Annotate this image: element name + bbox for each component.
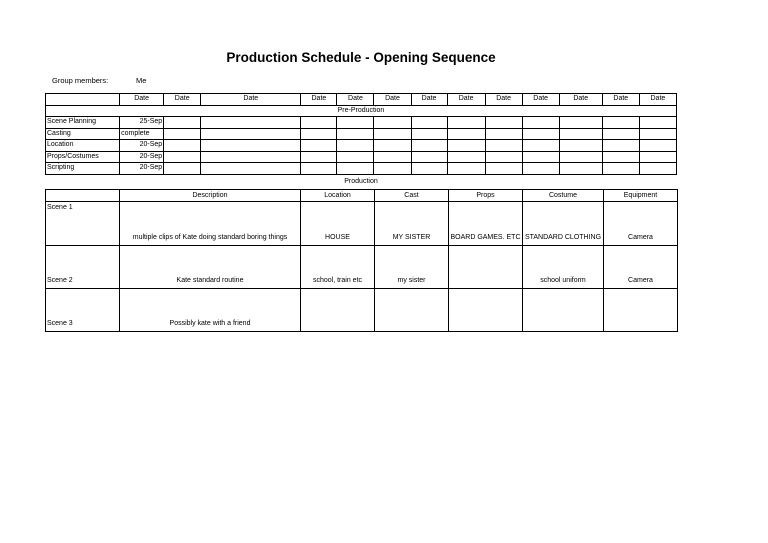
task-cell[interactable]: Scene Planning	[46, 117, 120, 129]
date-cell[interactable]	[639, 128, 676, 140]
date-cell[interactable]	[522, 128, 559, 140]
date-cell[interactable]	[374, 117, 411, 129]
date-cell[interactable]: 20-Sep	[120, 151, 164, 163]
date-cell[interactable]	[559, 151, 602, 163]
cast-cell[interactable]: MY SISTER	[375, 202, 449, 246]
props-cell[interactable]: BOARD GAMES. ETC	[449, 202, 523, 246]
description-cell[interactable]: Kate standard routine	[120, 246, 301, 289]
group-members-label: Group members:	[52, 76, 109, 85]
date-cell[interactable]	[447, 117, 485, 129]
date-cell[interactable]: 20-Sep	[120, 140, 164, 152]
date-cell[interactable]	[301, 151, 337, 163]
date-cell[interactable]	[447, 163, 485, 175]
pre-production-row	[46, 128, 677, 140]
date-cell[interactable]	[602, 151, 639, 163]
task-cell[interactable]: Scripting	[46, 163, 120, 175]
pre-production-table	[45, 93, 677, 175]
description-header[interactable]: Description	[120, 190, 301, 202]
date-header-cell[interactable]: Date	[559, 94, 602, 106]
date-cell[interactable]	[639, 140, 676, 152]
date-cell[interactable]	[602, 140, 639, 152]
date-cell[interactable]: 20-Sep	[120, 163, 164, 175]
scene-row	[46, 202, 678, 246]
date-header-cell[interactable]: Date	[602, 94, 639, 106]
pre-production-label[interactable]: Pre-Production	[46, 105, 677, 117]
date-cell[interactable]	[639, 117, 676, 129]
location-cell[interactable]	[301, 289, 375, 332]
props-cell[interactable]	[449, 289, 523, 332]
equipment-cell[interactable]: Camera	[604, 246, 678, 289]
scene-name-cell[interactable]: Scene 2	[46, 246, 120, 289]
task-cell[interactable]: Location	[46, 140, 120, 152]
date-header-cell[interactable]: Date	[447, 94, 485, 106]
date-cell[interactable]	[164, 151, 201, 163]
date-cell[interactable]	[522, 151, 559, 163]
date-cell[interactable]	[485, 117, 522, 129]
date-header-row	[46, 94, 677, 106]
date-cell[interactable]	[485, 163, 522, 175]
equipment-cell[interactable]: Camera	[604, 202, 678, 246]
date-cell[interactable]	[164, 117, 201, 129]
date-header-cell[interactable]: Date	[201, 94, 301, 106]
date-header-cell[interactable]: Date	[411, 94, 447, 106]
date-header-cell[interactable]: Date	[337, 94, 374, 106]
date-header-cell[interactable]: Date	[522, 94, 559, 106]
date-cell[interactable]	[337, 140, 374, 152]
date-header-cell[interactable]: Date	[120, 94, 164, 106]
date-cell[interactable]	[337, 151, 374, 163]
date-header-cell[interactable]: Date	[485, 94, 522, 106]
description-cell[interactable]: Possibly kate with a friend	[120, 289, 301, 332]
scene-name-cell[interactable]: Scene 3	[46, 289, 120, 332]
page-title: Production Schedule - Opening Sequence	[226, 50, 496, 65]
pre-production-row	[46, 140, 677, 152]
date-cell[interactable]	[301, 117, 337, 129]
date-cell[interactable]	[201, 140, 301, 152]
date-cell[interactable]	[301, 163, 337, 175]
date-header-cell[interactable]: Date	[374, 94, 411, 106]
date-cell[interactable]	[411, 163, 447, 175]
date-cell[interactable]	[374, 163, 411, 175]
date-cell[interactable]	[485, 151, 522, 163]
date-cell[interactable]	[559, 163, 602, 175]
date-cell[interactable]	[639, 163, 676, 175]
date-cell[interactable]	[602, 128, 639, 140]
task-cell[interactable]: Casting	[46, 128, 120, 140]
date-cell[interactable]	[411, 151, 447, 163]
pre-production-row	[46, 117, 677, 129]
scene-row	[46, 289, 678, 332]
date-cell[interactable]	[201, 128, 301, 140]
date-cell[interactable]: 25-Sep	[120, 117, 164, 129]
date-cell[interactable]	[522, 117, 559, 129]
date-cell[interactable]	[301, 128, 337, 140]
scene-row	[46, 246, 678, 289]
location-cell[interactable]: school, train etc	[301, 246, 375, 289]
production-header-row	[46, 190, 678, 202]
date-header-cell[interactable]: Date	[301, 94, 337, 106]
production-label: Production	[344, 178, 378, 185]
date-cell[interactable]	[374, 140, 411, 152]
date-cell[interactable]	[559, 117, 602, 129]
pre-production-row	[46, 151, 677, 163]
header-cell[interactable]	[46, 190, 120, 202]
pre-production-row	[46, 163, 677, 175]
date-cell[interactable]	[164, 163, 201, 175]
date-cell[interactable]	[639, 151, 676, 163]
cast-header[interactable]: Cast	[375, 190, 449, 202]
date-cell[interactable]	[447, 140, 485, 152]
date-cell[interactable]	[164, 140, 201, 152]
date-cell[interactable]	[602, 117, 639, 129]
date-cell[interactable]	[411, 128, 447, 140]
date-cell[interactable]	[447, 151, 485, 163]
date-cell[interactable]	[485, 140, 522, 152]
date-cell[interactable]	[522, 163, 559, 175]
equipment-header[interactable]: Equipment	[604, 190, 678, 202]
task-cell[interactable]: Props/Costumes	[46, 151, 120, 163]
date-cell[interactable]	[447, 128, 485, 140]
header-cell[interactable]	[46, 94, 120, 106]
date-cell[interactable]	[201, 163, 301, 175]
props-cell[interactable]	[449, 246, 523, 289]
date-cell[interactable]	[301, 140, 337, 152]
description-cell[interactable]: multiple clips of Kate doing standard boring things	[120, 202, 301, 246]
equipment-cell[interactable]	[604, 289, 678, 332]
date-cell[interactable]	[485, 128, 522, 140]
group-members-value[interactable]: Me	[136, 76, 147, 85]
costume-cell[interactable]: school uniform	[523, 246, 604, 289]
date-header-cell[interactable]: Date	[639, 94, 676, 106]
location-header[interactable]: Location	[301, 190, 375, 202]
date-cell[interactable]	[411, 140, 447, 152]
location-cell[interactable]: HOUSE	[301, 202, 375, 246]
date-cell[interactable]	[201, 151, 301, 163]
cast-cell[interactable]	[375, 289, 449, 332]
production-table	[45, 189, 678, 332]
date-cell[interactable]	[374, 151, 411, 163]
date-cell[interactable]	[164, 128, 201, 140]
costume-cell[interactable]: STANDARD CLOTHING	[523, 202, 604, 246]
scene-name-cell[interactable]: Scene 1	[46, 202, 120, 246]
date-cell[interactable]	[374, 128, 411, 140]
date-cell[interactable]	[337, 117, 374, 129]
date-cell[interactable]	[522, 140, 559, 152]
date-cell[interactable]: complete	[120, 128, 164, 140]
costume-cell[interactable]	[523, 289, 604, 332]
costume-header[interactable]: Costume	[523, 190, 604, 202]
pre-production-banner-row	[46, 105, 677, 117]
date-cell[interactable]	[337, 163, 374, 175]
date-cell[interactable]	[559, 140, 602, 152]
date-cell[interactable]	[411, 117, 447, 129]
date-cell[interactable]	[602, 163, 639, 175]
date-header-cell[interactable]: Date	[164, 94, 201, 106]
date-cell[interactable]	[337, 128, 374, 140]
date-cell[interactable]	[559, 128, 602, 140]
props-header[interactable]: Props	[449, 190, 523, 202]
cast-cell[interactable]: my sister	[375, 246, 449, 289]
date-cell[interactable]	[201, 117, 301, 129]
